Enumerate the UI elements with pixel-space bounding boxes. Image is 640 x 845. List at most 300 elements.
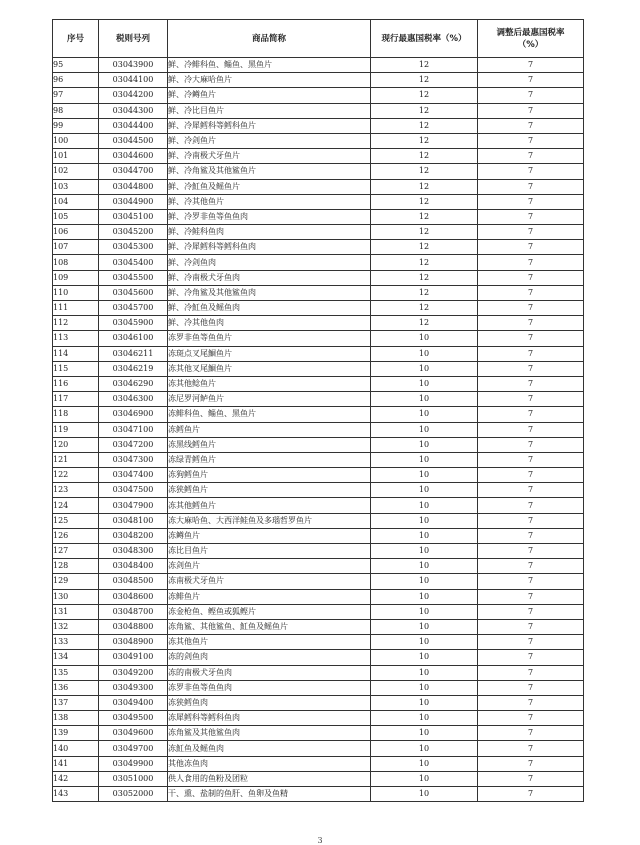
cell-code: 03049100 [99, 650, 168, 665]
cell-seq: 142 [53, 771, 99, 786]
cell-adjusted-rate: 7 [478, 103, 584, 118]
cell-seq: 113 [53, 331, 99, 346]
cell-adjusted-rate: 7 [478, 376, 584, 391]
cell-adjusted-rate: 7 [478, 771, 584, 786]
cell-adjusted-rate: 7 [478, 331, 584, 346]
cell-code: 03048300 [99, 544, 168, 559]
table-row [53, 361, 584, 376]
table-row [53, 316, 584, 331]
cell-code: 03045400 [99, 255, 168, 270]
cell-seq: 99 [53, 118, 99, 133]
cell-name: 鲜、冷剑鱼片 [168, 133, 371, 148]
table-row [53, 528, 584, 543]
cell-name: 冻剑鱼片 [168, 559, 371, 574]
table-row [53, 635, 584, 650]
cell-adjusted-rate: 7 [478, 422, 584, 437]
table-row [53, 589, 584, 604]
cell-adjusted-rate: 7 [478, 73, 584, 88]
table-row [53, 407, 584, 422]
cell-seq: 135 [53, 665, 99, 680]
cell-code: 03048400 [99, 559, 168, 574]
cell-name: 冻狭鳕鱼片 [168, 483, 371, 498]
cell-name: 冻鳟鱼片 [168, 528, 371, 543]
cell-seq: 143 [53, 787, 99, 802]
cell-name: 鲜、冷鲑科鱼肉 [168, 225, 371, 240]
cell-name: 鲜、冷魟鱼及鳐鱼肉 [168, 301, 371, 316]
cell-adjusted-rate: 7 [478, 149, 584, 164]
cell-adjusted-rate: 7 [478, 483, 584, 498]
cell-adjusted-rate: 7 [478, 240, 584, 255]
cell-adjusted-rate: 7 [478, 118, 584, 133]
cell-seq: 122 [53, 468, 99, 483]
table-row [53, 149, 584, 164]
cell-current-rate: 10 [371, 331, 478, 346]
cell-seq: 140 [53, 741, 99, 756]
cell-current-rate: 10 [371, 665, 478, 680]
cell-adjusted-rate: 7 [478, 711, 584, 726]
cell-code: 03043900 [99, 58, 168, 73]
cell-name: 鲜、冷其他鱼肉 [168, 316, 371, 331]
cell-name: 冻南极犬牙鱼片 [168, 574, 371, 589]
cell-current-rate: 10 [371, 544, 478, 559]
cell-adjusted-rate: 7 [478, 209, 584, 224]
cell-current-rate: 10 [371, 346, 478, 361]
cell-seq: 112 [53, 316, 99, 331]
table-row [53, 376, 584, 391]
cell-seq: 134 [53, 650, 99, 665]
cell-name: 鲜、冷魟鱼及鳐鱼片 [168, 179, 371, 194]
cell-name: 鲜、冷鳟鱼片 [168, 88, 371, 103]
cell-code: 03049600 [99, 726, 168, 741]
cell-name: 冻其他鲶鱼片 [168, 376, 371, 391]
cell-code: 03047400 [99, 468, 168, 483]
cell-current-rate: 12 [371, 285, 478, 300]
cell-name: 冻鲱科鱼、鲻鱼、黑鱼片 [168, 407, 371, 422]
table-row [53, 574, 584, 589]
cell-code: 03047300 [99, 452, 168, 467]
cell-code: 03044100 [99, 73, 168, 88]
table-row [53, 437, 584, 452]
table-row [53, 604, 584, 619]
cell-seq: 100 [53, 133, 99, 148]
header-adjusted-rate-line1: 调整后最惠国税率 [496, 27, 565, 38]
cell-code: 03048500 [99, 574, 168, 589]
cell-name: 冻黑线鳕鱼片 [168, 437, 371, 452]
cell-code: 03046100 [99, 331, 168, 346]
cell-code: 03045300 [99, 240, 168, 255]
table-row [53, 58, 584, 73]
cell-code: 03044700 [99, 164, 168, 179]
cell-code: 03047900 [99, 498, 168, 513]
cell-seq: 107 [53, 240, 99, 255]
table-row [53, 225, 584, 240]
cell-code: 03052000 [99, 787, 168, 802]
cell-seq: 118 [53, 407, 99, 422]
header-current-rate: 现行最惠国税率（%） [371, 20, 478, 58]
cell-code: 03046219 [99, 361, 168, 376]
cell-code: 03044300 [99, 103, 168, 118]
cell-code: 03049500 [99, 711, 168, 726]
cell-seq: 131 [53, 604, 99, 619]
cell-current-rate: 12 [371, 240, 478, 255]
cell-seq: 98 [53, 103, 99, 118]
header-adjusted-rate-line2: （%） [517, 39, 544, 50]
table-row [53, 331, 584, 346]
cell-seq: 138 [53, 711, 99, 726]
page-number: 3 [317, 836, 323, 845]
cell-seq: 126 [53, 528, 99, 543]
table-row [53, 756, 584, 771]
cell-name: 鲜、冷南极犬牙鱼片 [168, 149, 371, 164]
cell-seq: 130 [53, 589, 99, 604]
cell-name: 鲜、冷其他鱼片 [168, 194, 371, 209]
cell-code: 03045100 [99, 209, 168, 224]
table-row [53, 741, 584, 756]
cell-name: 冻鲱鱼片 [168, 589, 371, 604]
cell-current-rate: 10 [371, 726, 478, 741]
cell-code: 03049400 [99, 695, 168, 710]
cell-adjusted-rate: 7 [478, 680, 584, 695]
cell-current-rate: 10 [371, 422, 478, 437]
cell-current-rate: 12 [371, 179, 478, 194]
cell-seq: 124 [53, 498, 99, 513]
table-row [53, 88, 584, 103]
cell-code: 03049900 [99, 756, 168, 771]
cell-name: 冻罗非鱼等鱼鱼片 [168, 331, 371, 346]
cell-name: 干、熏、盐制的鱼肝、鱼卵及鱼精 [168, 787, 371, 802]
cell-adjusted-rate: 7 [478, 58, 584, 73]
cell-current-rate: 10 [371, 513, 478, 528]
cell-current-rate: 10 [371, 468, 478, 483]
table-row [53, 513, 584, 528]
table-row [53, 619, 584, 634]
cell-name: 供人食用的鱼粉及团粒 [168, 771, 371, 786]
cell-name: 冻金枪鱼、鲣鱼或狐鲣片 [168, 604, 371, 619]
cell-current-rate: 12 [371, 73, 478, 88]
cell-current-rate: 10 [371, 574, 478, 589]
cell-current-rate: 10 [371, 680, 478, 695]
cell-adjusted-rate: 7 [478, 392, 584, 407]
cell-code: 03045900 [99, 316, 168, 331]
header-name: 商品简称 [168, 20, 371, 58]
cell-name: 冻角鲨及其他鲨鱼肉 [168, 726, 371, 741]
cell-current-rate: 10 [371, 711, 478, 726]
table-row [53, 726, 584, 741]
cell-adjusted-rate: 7 [478, 255, 584, 270]
table-row [53, 240, 584, 255]
cell-adjusted-rate: 7 [478, 741, 584, 756]
cell-current-rate: 12 [371, 149, 478, 164]
table-row [53, 301, 584, 316]
cell-code: 03044900 [99, 194, 168, 209]
cell-current-rate: 10 [371, 361, 478, 376]
cell-adjusted-rate: 7 [478, 513, 584, 528]
cell-seq: 119 [53, 422, 99, 437]
cell-adjusted-rate: 7 [478, 133, 584, 148]
cell-name: 鲜、冷南极犬牙鱼肉 [168, 270, 371, 285]
cell-adjusted-rate: 7 [478, 726, 584, 741]
cell-name: 鲜、冷鲱科鱼、鲻鱼、黑鱼片 [168, 58, 371, 73]
table-row [53, 498, 584, 513]
cell-code: 03048200 [99, 528, 168, 543]
cell-seq: 128 [53, 559, 99, 574]
cell-seq: 110 [53, 285, 99, 300]
cell-seq: 117 [53, 392, 99, 407]
table-row [53, 787, 584, 802]
cell-code: 03044200 [99, 88, 168, 103]
cell-name: 鲜、冷罗非鱼等鱼鱼肉 [168, 209, 371, 224]
cell-seq: 115 [53, 361, 99, 376]
cell-code: 03047200 [99, 437, 168, 452]
cell-seq: 109 [53, 270, 99, 285]
table-row [53, 209, 584, 224]
cell-code: 03046900 [99, 407, 168, 422]
cell-name: 鲜、冷角鲨及其他鲨鱼肉 [168, 285, 371, 300]
cell-current-rate: 10 [371, 741, 478, 756]
cell-name: 冻其他叉尾鮰鱼片 [168, 361, 371, 376]
table-row [53, 194, 584, 209]
cell-name: 冻绿青鳕鱼片 [168, 452, 371, 467]
table-row [53, 346, 584, 361]
cell-adjusted-rate: 7 [478, 270, 584, 285]
cell-adjusted-rate: 7 [478, 468, 584, 483]
table-row [53, 452, 584, 467]
cell-seq: 136 [53, 680, 99, 695]
cell-adjusted-rate: 7 [478, 452, 584, 467]
cell-seq: 95 [53, 58, 99, 73]
cell-adjusted-rate: 7 [478, 604, 584, 619]
table-row [53, 103, 584, 118]
table-row [53, 711, 584, 726]
cell-adjusted-rate: 7 [478, 407, 584, 422]
cell-adjusted-rate: 7 [478, 528, 584, 543]
cell-adjusted-rate: 7 [478, 437, 584, 452]
table-row [53, 179, 584, 194]
header-row [53, 20, 584, 58]
cell-adjusted-rate: 7 [478, 301, 584, 316]
cell-name: 冻魟鱼及鳐鱼肉 [168, 741, 371, 756]
table-row [53, 270, 584, 285]
table-row [53, 665, 584, 680]
cell-seq: 102 [53, 164, 99, 179]
cell-name: 冻狗鳕鱼片 [168, 468, 371, 483]
cell-current-rate: 12 [371, 164, 478, 179]
cell-code: 03046300 [99, 392, 168, 407]
cell-adjusted-rate: 7 [478, 650, 584, 665]
cell-current-rate: 12 [371, 58, 478, 73]
cell-seq: 121 [53, 452, 99, 467]
table-row [53, 285, 584, 300]
cell-code: 03049300 [99, 680, 168, 695]
cell-code: 03048800 [99, 619, 168, 634]
cell-code: 03045700 [99, 301, 168, 316]
cell-current-rate: 10 [371, 787, 478, 802]
cell-name: 其他冻鱼肉 [168, 756, 371, 771]
cell-name: 鲜、冷角鲨及其他鲨鱼片 [168, 164, 371, 179]
cell-seq: 125 [53, 513, 99, 528]
cell-seq: 108 [53, 255, 99, 270]
cell-current-rate: 12 [371, 316, 478, 331]
cell-name: 冻大麻哈鱼、大西洋鲑鱼及多瑙哲罗鱼片 [168, 513, 371, 528]
cell-code: 03046290 [99, 376, 168, 391]
table-row [53, 483, 584, 498]
cell-seq: 123 [53, 483, 99, 498]
cell-adjusted-rate: 7 [478, 225, 584, 240]
cell-code: 03044600 [99, 149, 168, 164]
cell-adjusted-rate: 7 [478, 179, 584, 194]
cell-current-rate: 10 [371, 604, 478, 619]
cell-name: 鲜、冷犀鳕科等鳕科鱼肉 [168, 240, 371, 255]
cell-current-rate: 12 [371, 255, 478, 270]
cell-code: 03048900 [99, 635, 168, 650]
cell-adjusted-rate: 7 [478, 544, 584, 559]
cell-seq: 105 [53, 209, 99, 224]
cell-name: 鲜、冷比目鱼片 [168, 103, 371, 118]
cell-name: 冻的南极犬牙鱼肉 [168, 665, 371, 680]
cell-code: 03049200 [99, 665, 168, 680]
cell-code: 03048100 [99, 513, 168, 528]
cell-seq: 141 [53, 756, 99, 771]
cell-seq: 133 [53, 635, 99, 650]
table-row [53, 118, 584, 133]
cell-seq: 114 [53, 346, 99, 361]
cell-adjusted-rate: 7 [478, 665, 584, 680]
cell-adjusted-rate: 7 [478, 635, 584, 650]
cell-adjusted-rate: 7 [478, 589, 584, 604]
cell-adjusted-rate: 7 [478, 756, 584, 771]
cell-current-rate: 10 [371, 559, 478, 574]
table-row [53, 255, 584, 270]
table-row [53, 695, 584, 710]
cell-name: 冻斑点叉尾鮰鱼片 [168, 346, 371, 361]
cell-seq: 101 [53, 149, 99, 164]
cell-adjusted-rate: 7 [478, 619, 584, 634]
cell-current-rate: 12 [371, 133, 478, 148]
cell-current-rate: 10 [371, 619, 478, 634]
cell-code: 03051000 [99, 771, 168, 786]
table-row [53, 468, 584, 483]
table-row [53, 650, 584, 665]
header-adjusted-rate [478, 20, 584, 58]
cell-code: 03047100 [99, 422, 168, 437]
cell-adjusted-rate: 7 [478, 787, 584, 802]
cell-code: 03045200 [99, 225, 168, 240]
cell-current-rate: 12 [371, 118, 478, 133]
cell-adjusted-rate: 7 [478, 316, 584, 331]
cell-current-rate: 10 [371, 407, 478, 422]
table-row [53, 771, 584, 786]
cell-adjusted-rate: 7 [478, 88, 584, 103]
table-row [53, 392, 584, 407]
table-row [53, 133, 584, 148]
cell-current-rate: 10 [371, 695, 478, 710]
table-body [53, 58, 584, 802]
header-code: 税则号列 [99, 20, 168, 58]
cell-current-rate: 10 [371, 650, 478, 665]
cell-seq: 132 [53, 619, 99, 634]
table-row [53, 164, 584, 179]
cell-code: 03044400 [99, 118, 168, 133]
cell-seq: 139 [53, 726, 99, 741]
cell-current-rate: 10 [371, 437, 478, 452]
cell-code: 03048700 [99, 604, 168, 619]
table-header [53, 20, 584, 58]
cell-current-rate: 12 [371, 88, 478, 103]
cell-name: 冻的剑鱼肉 [168, 650, 371, 665]
cell-code: 03048600 [99, 589, 168, 604]
table-row [53, 544, 584, 559]
cell-adjusted-rate: 7 [478, 574, 584, 589]
cell-current-rate: 10 [371, 452, 478, 467]
cell-seq: 116 [53, 376, 99, 391]
cell-current-rate: 10 [371, 528, 478, 543]
cell-current-rate: 12 [371, 103, 478, 118]
cell-current-rate: 10 [371, 376, 478, 391]
cell-seq: 127 [53, 544, 99, 559]
cell-current-rate: 12 [371, 270, 478, 285]
cell-adjusted-rate: 7 [478, 559, 584, 574]
table-row [53, 680, 584, 695]
cell-seq: 96 [53, 73, 99, 88]
cell-name: 鲜、冷大麻哈鱼片 [168, 73, 371, 88]
cell-name: 冻尼罗河鲈鱼片 [168, 392, 371, 407]
cell-name: 冻其他鳕鱼片 [168, 498, 371, 513]
cell-code: 03045500 [99, 270, 168, 285]
cell-name: 冻鳕鱼片 [168, 422, 371, 437]
cell-current-rate: 12 [371, 301, 478, 316]
cell-code: 03045600 [99, 285, 168, 300]
cell-name: 冻狭鳕鱼肉 [168, 695, 371, 710]
cell-adjusted-rate: 7 [478, 164, 584, 179]
cell-name: 冻角鲨、其他鲨鱼、魟鱼及鳐鱼片 [168, 619, 371, 634]
cell-seq: 120 [53, 437, 99, 452]
cell-code: 03046211 [99, 346, 168, 361]
cell-seq: 104 [53, 194, 99, 209]
table-row [53, 73, 584, 88]
cell-current-rate: 12 [371, 225, 478, 240]
cell-current-rate: 10 [371, 498, 478, 513]
cell-name: 冻比目鱼片 [168, 544, 371, 559]
cell-adjusted-rate: 7 [478, 361, 584, 376]
cell-adjusted-rate: 7 [478, 695, 584, 710]
table-row [53, 559, 584, 574]
cell-seq: 97 [53, 88, 99, 103]
header-seq: 序号 [53, 20, 99, 58]
cell-adjusted-rate: 7 [478, 285, 584, 300]
cell-seq: 103 [53, 179, 99, 194]
cell-current-rate: 10 [371, 771, 478, 786]
cell-name: 冻罗非鱼等鱼鱼肉 [168, 680, 371, 695]
cell-current-rate: 10 [371, 635, 478, 650]
cell-current-rate: 10 [371, 589, 478, 604]
cell-code: 03049700 [99, 741, 168, 756]
cell-current-rate: 10 [371, 483, 478, 498]
cell-seq: 129 [53, 574, 99, 589]
cell-code: 03044800 [99, 179, 168, 194]
cell-current-rate: 10 [371, 756, 478, 771]
cell-adjusted-rate: 7 [478, 194, 584, 209]
table-row [53, 422, 584, 437]
cell-seq: 137 [53, 695, 99, 710]
cell-adjusted-rate: 7 [478, 498, 584, 513]
cell-adjusted-rate: 7 [478, 346, 584, 361]
cell-current-rate: 12 [371, 194, 478, 209]
cell-seq: 106 [53, 225, 99, 240]
cell-current-rate: 12 [371, 209, 478, 224]
cell-seq: 111 [53, 301, 99, 316]
cell-current-rate: 10 [371, 392, 478, 407]
cell-name: 鲜、冷犀鳕科等鳕科鱼片 [168, 118, 371, 133]
